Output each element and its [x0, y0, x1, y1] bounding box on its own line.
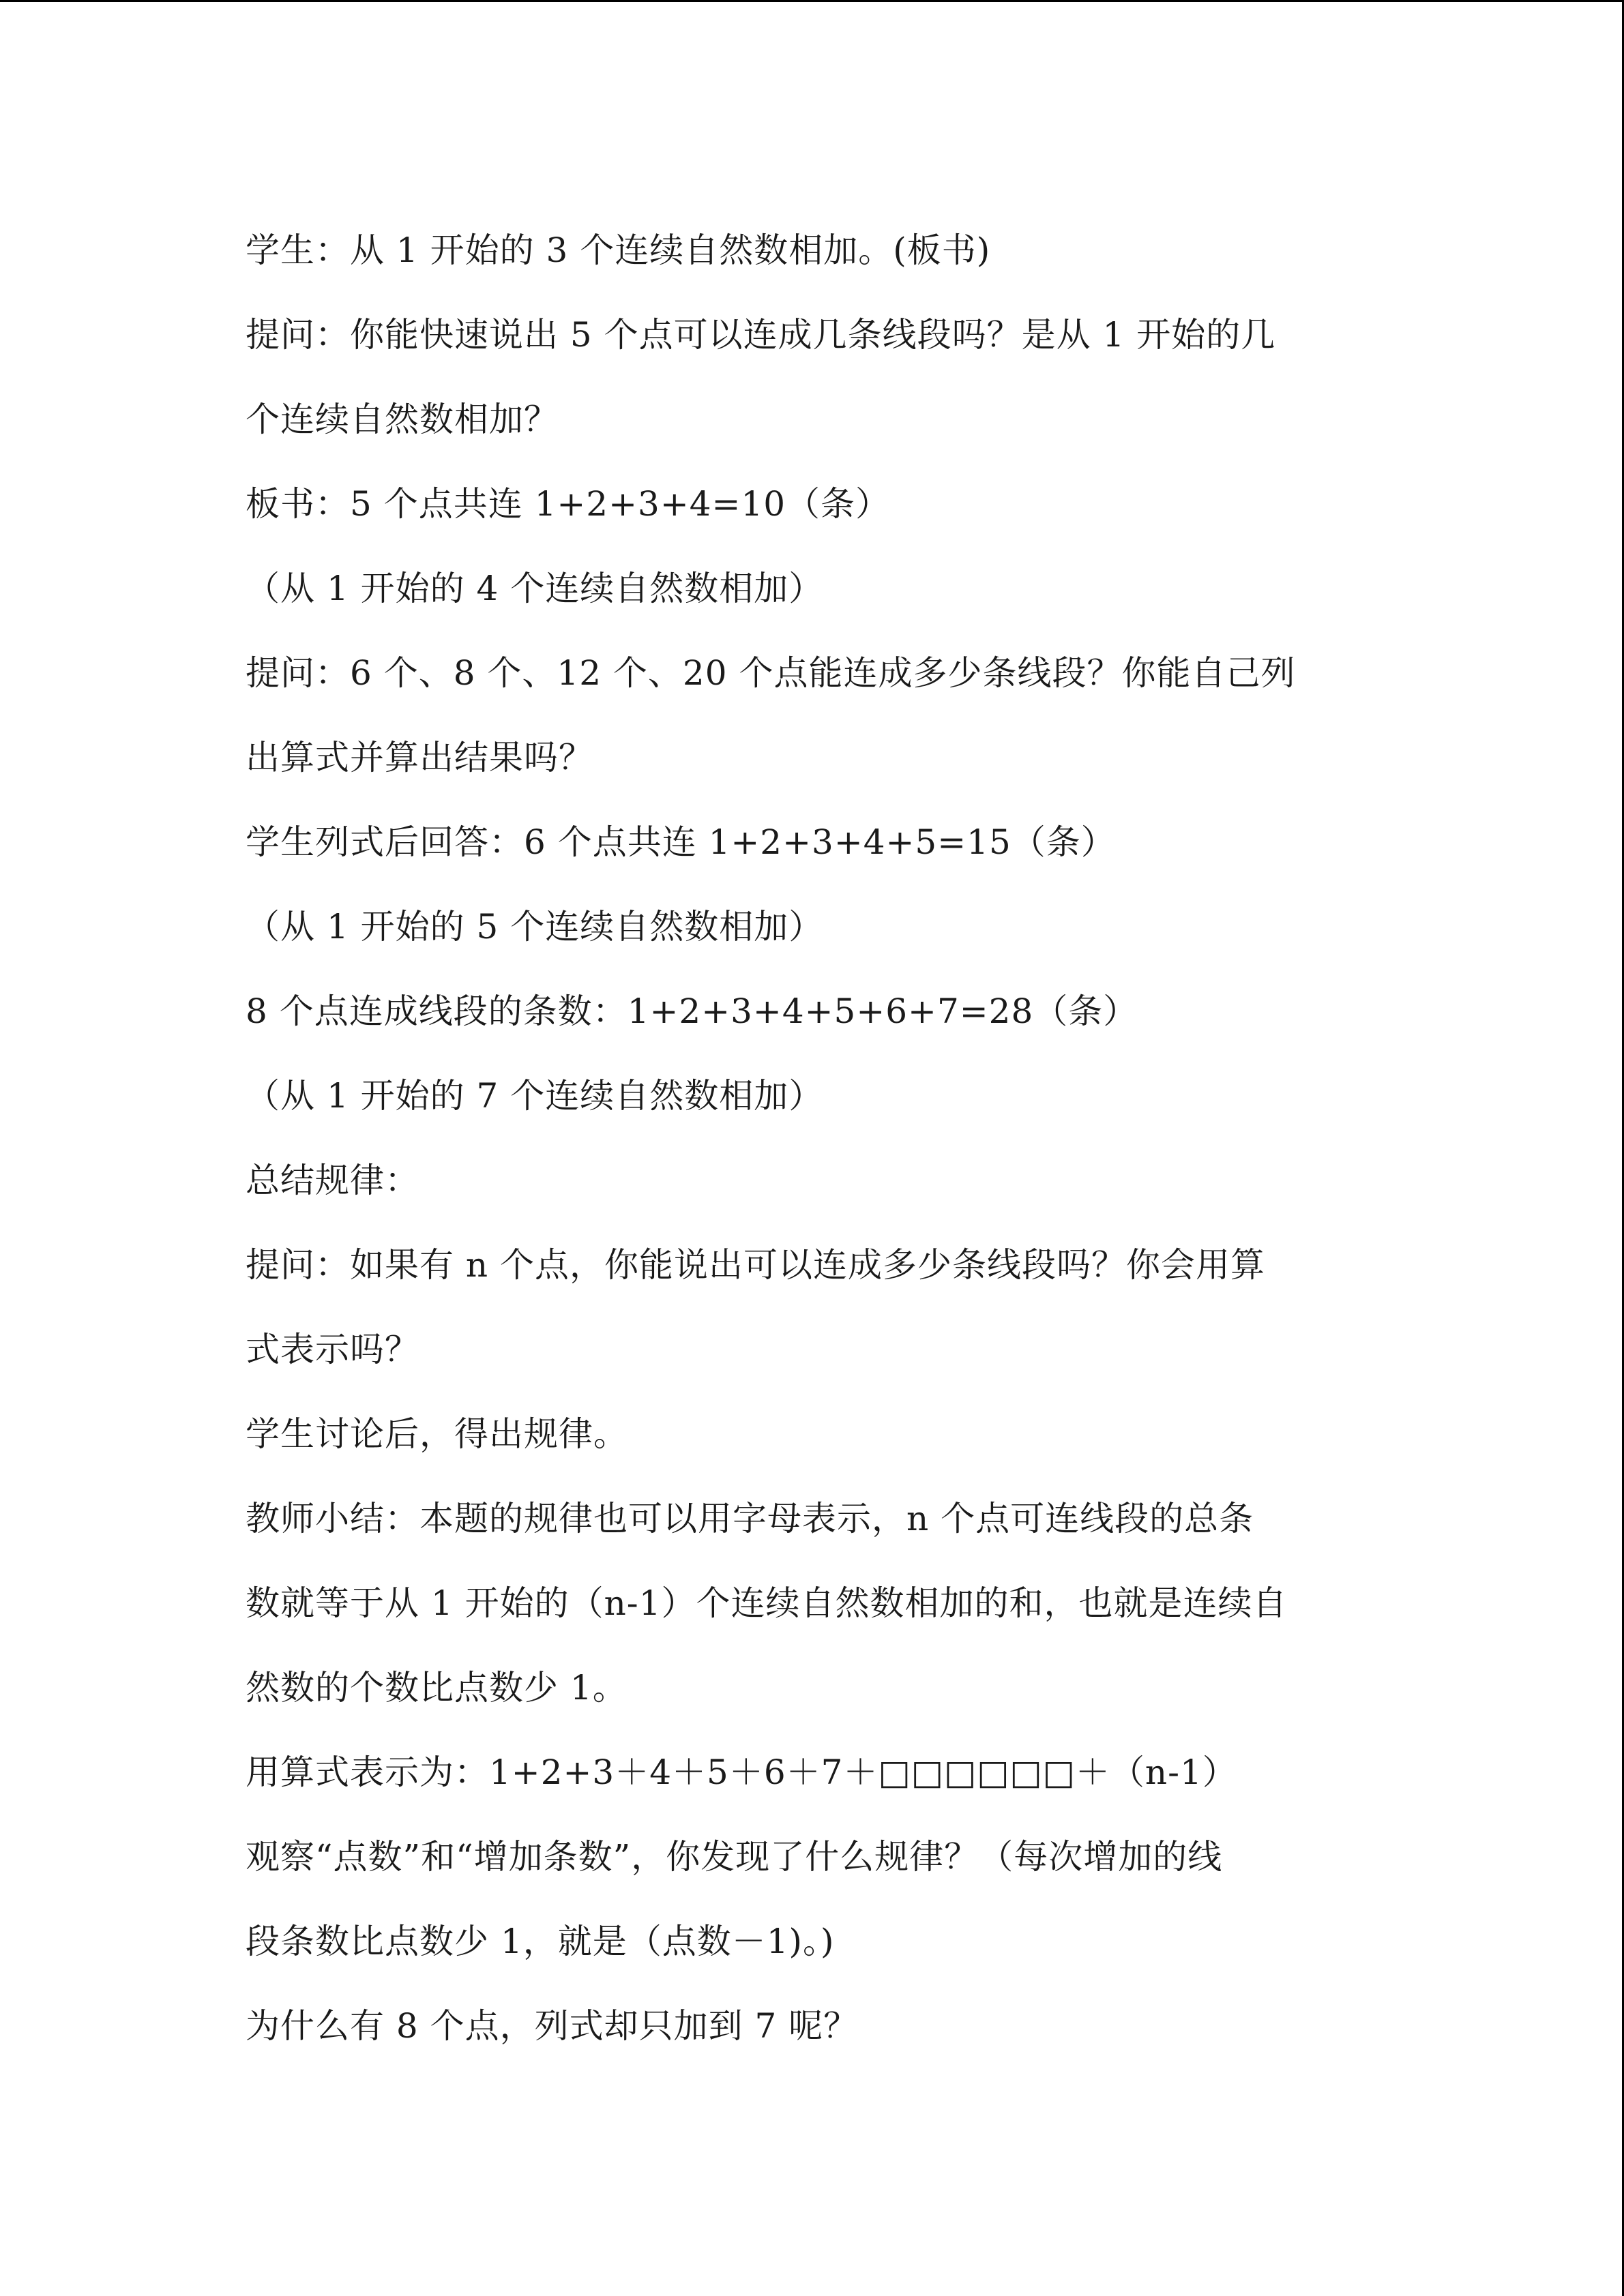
- text-line: 学生：从 1 开始的 3 个连续自然数相加。(板书): [246, 230, 991, 270]
- text-line: 8 个点连成线段的条数：1+2+3+4+5+6+7=28（条）: [246, 992, 1138, 1031]
- text-line: 学生讨论后，得出规律。: [246, 1414, 628, 1454]
- text-line: 总结规律：: [246, 1161, 419, 1200]
- page-border-top: [0, 0, 1624, 2]
- text-line: 板书：5 个点共连 1+2+3+4=10（条）: [246, 484, 891, 524]
- text-line: 式表示吗？: [246, 1330, 419, 1369]
- text-line: 个连续自然数相加？: [246, 400, 559, 439]
- text-line: 出算式并算出结果吗？: [246, 738, 593, 777]
- text-line: （从 1 开始的 7 个连续自然数相加）: [246, 1076, 824, 1116]
- text-line: 观察“点数”和“增加条数”，你发现了什么规律？（每次增加的线: [246, 1837, 1223, 1877]
- text-line: 提问：你能快速说出 5 个点可以连成几条线段吗？是从 1 开始的几: [246, 315, 1276, 355]
- text-line: （从 1 开始的 5 个连续自然数相加）: [246, 907, 824, 946]
- text-line: 用算式表示为：1+2+3＋4＋5＋6＋7＋□□□□□□＋（n-1）: [246, 1753, 1237, 1792]
- text-line: 然数的个数比点数少 1。: [246, 1668, 628, 1708]
- text-line: 提问：如果有 n 个点，你能说出可以连成多少条线段吗？你会用算: [246, 1245, 1265, 1285]
- text-line: （从 1 开始的 4 个连续自然数相加）: [246, 569, 824, 608]
- text-line: 学生列式后回答：6 个点共连 1+2+3+4+5=15（条）: [246, 822, 1116, 862]
- text-line: 提问：6 个、8 个、12 个、20 个点能连成多少条线段？你能自己列: [246, 653, 1296, 693]
- text-line: 教师小结：本题的规律也可以用字母表示，n 个点可连线段的总条: [246, 1499, 1254, 1538]
- document-body: [246, 208, 1391, 2068]
- text-line: 为什么有 8 个点，列式却只加到 7 呢？: [246, 2006, 859, 2046]
- text-line: 数就等于从 1 开始的（n-1）个连续自然数相加的和，也就是连续自: [246, 1583, 1288, 1623]
- text-line: 段条数比点数少 1，就是（点数－1)。): [246, 1922, 835, 1961]
